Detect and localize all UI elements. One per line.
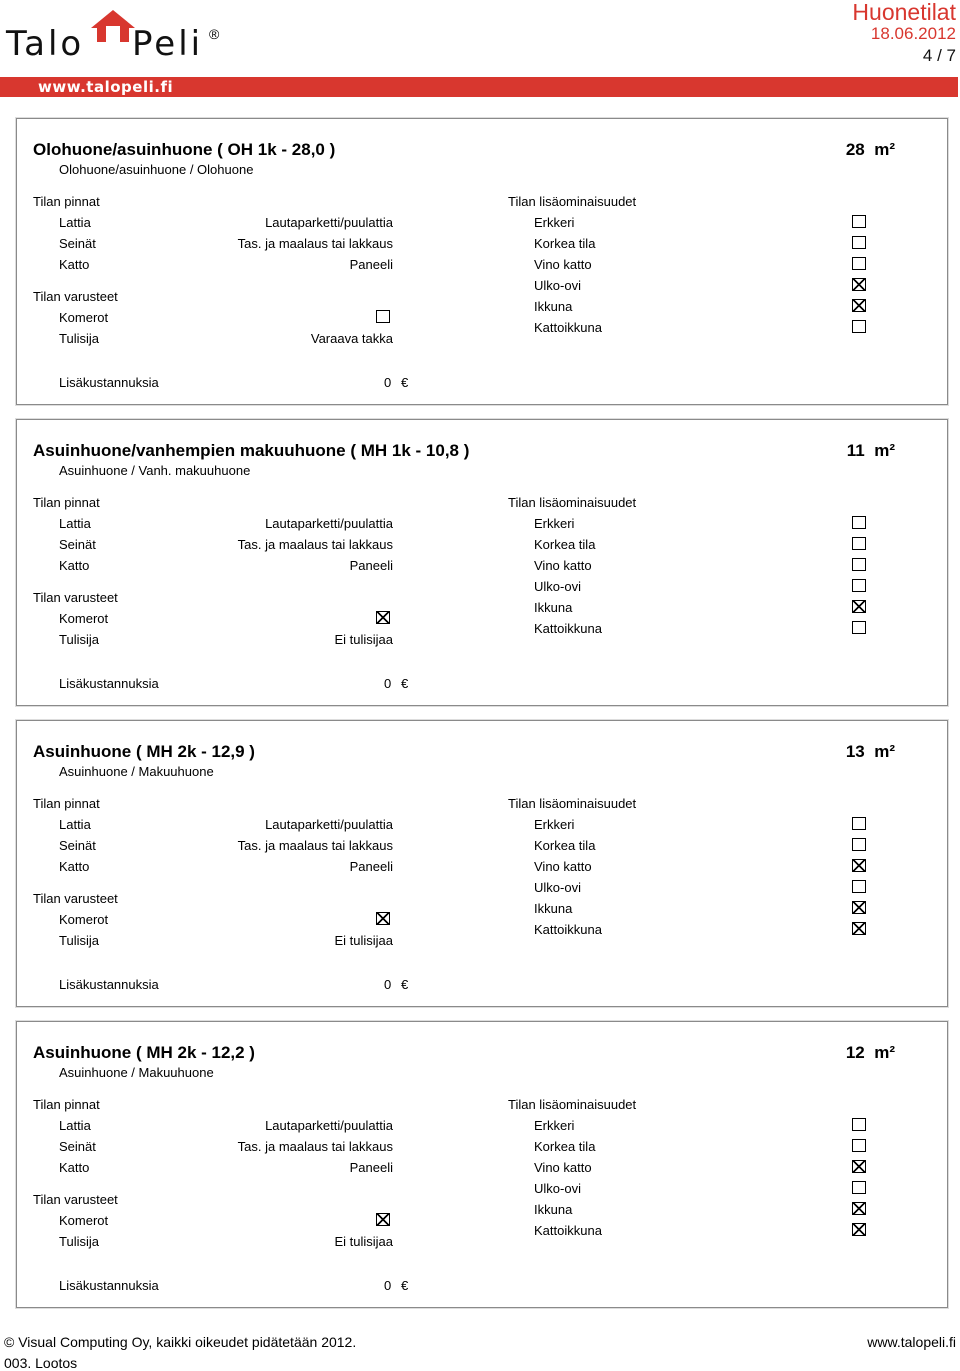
walls-value: Tas. ja maalaus tai lakkaus bbox=[237, 1139, 393, 1154]
outer-door-label: Ulko-ovi bbox=[534, 579, 581, 594]
window-checkbox[interactable] bbox=[852, 299, 866, 312]
window-label: Ikkuna bbox=[534, 299, 573, 314]
footer-code: 003. Lootos bbox=[4, 1355, 78, 1371]
high-space-label: Korkea tila bbox=[534, 838, 596, 853]
outer-door-checkbox[interactable] bbox=[852, 880, 866, 893]
ceiling-value: Paneeli bbox=[349, 257, 393, 272]
fireplace-value: Ei tulisijaa bbox=[334, 933, 393, 948]
fireplace-value: Ei tulisijaa bbox=[334, 1234, 393, 1249]
logo-text-left: Talo bbox=[6, 24, 85, 64]
window-label: Ikkuna bbox=[534, 600, 573, 615]
floor-value: Lautaparketti/puulattia bbox=[265, 1118, 393, 1133]
bay-label: Erkkeri bbox=[534, 516, 575, 531]
fireplace-label: Tulisija bbox=[59, 632, 99, 647]
footer-copyright: © Visual Computing Oy, kaikki oikeudet pidätetään 2012. bbox=[4, 1334, 357, 1350]
room-subtitle: Asuinhuone / Vanh. makuuhuone bbox=[59, 463, 251, 478]
page-number: 4 / 7 bbox=[922, 46, 956, 65]
fireplace-value: Varaava takka bbox=[310, 331, 393, 346]
walls-value: Tas. ja maalaus tai lakkaus bbox=[237, 236, 393, 251]
floor-label: Lattia bbox=[59, 817, 91, 832]
equipment-heading: Tilan varusteet bbox=[33, 891, 118, 906]
roof-window-label: Kattoikkuna bbox=[534, 1223, 602, 1238]
logo-text-right: Peli bbox=[132, 24, 204, 64]
sloped-ceiling-label: Vino katto bbox=[534, 257, 592, 272]
high-space-label: Korkea tila bbox=[534, 537, 596, 552]
features-heading: Tilan lisäominaisuudet bbox=[508, 1097, 637, 1112]
room-title: Olohuone/asuinhuone ( OH 1k - 28,0 ) bbox=[33, 140, 336, 159]
floor-label: Lattia bbox=[59, 1118, 91, 1133]
url-banner bbox=[0, 77, 958, 97]
window-checkbox[interactable] bbox=[852, 600, 866, 613]
currency-symbol: € bbox=[401, 977, 409, 992]
floor-label: Lattia bbox=[59, 215, 91, 230]
bay-checkbox[interactable] bbox=[852, 516, 866, 529]
bay-checkbox[interactable] bbox=[852, 817, 866, 830]
sloped-ceiling-checkbox[interactable] bbox=[852, 1160, 866, 1173]
high-space-checkbox[interactable] bbox=[852, 1139, 866, 1152]
extra-costs-label: Lisäkustannuksia bbox=[59, 676, 159, 691]
closets-checkbox[interactable] bbox=[376, 912, 390, 925]
extra-costs-label: Lisäkustannuksia bbox=[59, 1278, 159, 1293]
room-subtitle: Asuinhuone / Makuuhuone bbox=[59, 764, 214, 779]
room-area: 11 m² bbox=[846, 441, 895, 460]
extra-costs-value: 0 bbox=[384, 977, 392, 992]
room-subtitle: Asuinhuone / Makuuhuone bbox=[59, 1065, 214, 1080]
closets-checkbox[interactable] bbox=[376, 611, 390, 624]
closets-label: Komerot bbox=[59, 310, 109, 325]
sloped-ceiling-label: Vino katto bbox=[534, 558, 592, 573]
footer-url[interactable]: www.talopeli.fi bbox=[867, 1334, 956, 1350]
room-area: 13 m² bbox=[845, 742, 895, 761]
roof-window-checkbox[interactable] bbox=[852, 922, 866, 935]
room-subtitle: Olohuone/asuinhuone / Olohuone bbox=[59, 162, 254, 177]
page-header bbox=[0, 0, 960, 100]
walls-value: Tas. ja maalaus tai lakkaus bbox=[237, 537, 393, 552]
outer-door-label: Ulko-ovi bbox=[534, 1181, 581, 1196]
window-label: Ikkuna bbox=[534, 901, 573, 916]
currency-symbol: € bbox=[401, 676, 409, 691]
outer-door-checkbox[interactable] bbox=[852, 579, 866, 592]
sloped-ceiling-checkbox[interactable] bbox=[852, 859, 866, 872]
sloped-ceiling-label: Vino katto bbox=[534, 859, 592, 874]
high-space-label: Korkea tila bbox=[534, 1139, 596, 1154]
sloped-ceiling-label: Vino katto bbox=[534, 1160, 592, 1175]
ceiling-label: Katto bbox=[59, 1160, 90, 1175]
walls-label: Seinät bbox=[59, 236, 96, 251]
ceiling-value: Paneeli bbox=[349, 859, 393, 874]
bay-label: Erkkeri bbox=[534, 215, 575, 230]
extra-costs-value: 0 bbox=[384, 1278, 392, 1293]
room-title: Asuinhuone/vanhempien makuuhuone ( MH 1k - 10,8 ) bbox=[33, 441, 470, 460]
fireplace-label: Tulisija bbox=[59, 1234, 99, 1249]
floor-value: Lautaparketti/puulattia bbox=[265, 516, 393, 531]
room-title: Asuinhuone ( MH 2k - 12,9 ) bbox=[33, 742, 255, 761]
currency-symbol: € bbox=[401, 1278, 409, 1293]
sloped-ceiling-checkbox[interactable] bbox=[852, 257, 866, 270]
closets-label: Komerot bbox=[59, 1213, 109, 1228]
high-space-label: Korkea tila bbox=[534, 236, 596, 251]
ceiling-label: Katto bbox=[59, 859, 90, 874]
walls-label: Seinät bbox=[59, 838, 96, 853]
outer-door-checkbox[interactable] bbox=[852, 278, 866, 291]
surfaces-heading: Tilan pinnat bbox=[33, 1097, 100, 1112]
closets-label: Komerot bbox=[59, 611, 109, 626]
walls-value: Tas. ja maalaus tai lakkaus bbox=[237, 838, 393, 853]
high-space-checkbox[interactable] bbox=[852, 537, 866, 550]
room-title: Asuinhuone ( MH 2k - 12,2 ) bbox=[33, 1043, 255, 1062]
room-area: 12 m² bbox=[845, 1043, 895, 1062]
roof-window-label: Kattoikkuna bbox=[534, 922, 602, 937]
fireplace-label: Tulisija bbox=[59, 933, 99, 948]
ceiling-value: Paneeli bbox=[349, 558, 393, 573]
document-title: Huonetilat bbox=[852, 0, 956, 25]
features-heading: Tilan lisäominaisuudet bbox=[508, 194, 637, 209]
high-space-checkbox[interactable] bbox=[852, 838, 866, 851]
fireplace-label: Tulisija bbox=[59, 331, 99, 346]
high-space-checkbox[interactable] bbox=[852, 236, 866, 249]
extra-costs-label: Lisäkustannuksia bbox=[59, 977, 159, 992]
equipment-heading: Tilan varusteet bbox=[33, 590, 118, 605]
bay-label: Erkkeri bbox=[534, 817, 575, 832]
room-card bbox=[16, 118, 948, 405]
house-logo-icon bbox=[88, 8, 138, 44]
bay-label: Erkkeri bbox=[534, 1118, 575, 1133]
equipment-heading: Tilan varusteet bbox=[33, 289, 118, 304]
extra-costs-label: Lisäkustannuksia bbox=[59, 375, 159, 390]
surfaces-heading: Tilan pinnat bbox=[33, 796, 100, 811]
floor-label: Lattia bbox=[59, 516, 91, 531]
window-label: Ikkuna bbox=[534, 1202, 573, 1217]
banner-url[interactable]: www.talopeli.fi bbox=[38, 78, 174, 96]
outer-door-checkbox[interactable] bbox=[852, 1181, 866, 1194]
roof-window-checkbox[interactable] bbox=[852, 320, 866, 333]
fireplace-value: Ei tulisijaa bbox=[334, 632, 393, 647]
roof-window-checkbox[interactable] bbox=[852, 1223, 866, 1236]
closets-checkbox[interactable] bbox=[376, 1213, 390, 1226]
window-checkbox[interactable] bbox=[852, 1202, 866, 1215]
room-area: 28 m² bbox=[845, 140, 895, 159]
sloped-ceiling-checkbox[interactable] bbox=[852, 558, 866, 571]
outer-door-label: Ulko-ovi bbox=[534, 880, 581, 895]
room-card bbox=[16, 419, 948, 706]
room-card bbox=[16, 720, 948, 1007]
surfaces-heading: Tilan pinnat bbox=[33, 194, 100, 209]
floor-value: Lautaparketti/puulattia bbox=[265, 817, 393, 832]
currency-symbol: € bbox=[401, 375, 409, 390]
roof-window-label: Kattoikkuna bbox=[534, 621, 602, 636]
document-date: 18.06.2012 bbox=[870, 24, 956, 43]
window-checkbox[interactable] bbox=[852, 901, 866, 914]
outer-door-label: Ulko-ovi bbox=[534, 278, 581, 293]
ceiling-value: Paneeli bbox=[349, 1160, 393, 1175]
walls-label: Seinät bbox=[59, 537, 96, 552]
ceiling-label: Katto bbox=[59, 558, 90, 573]
bay-checkbox[interactable] bbox=[852, 215, 866, 228]
equipment-heading: Tilan varusteet bbox=[33, 1192, 118, 1207]
surfaces-heading: Tilan pinnat bbox=[33, 495, 100, 510]
roof-window-checkbox[interactable] bbox=[852, 621, 866, 634]
room-card bbox=[16, 1021, 948, 1308]
floor-value: Lautaparketti/puulattia bbox=[265, 215, 393, 230]
bay-checkbox[interactable] bbox=[852, 1118, 866, 1131]
registered-mark: ® bbox=[209, 26, 220, 42]
features-heading: Tilan lisäominaisuudet bbox=[508, 495, 637, 510]
extra-costs-value: 0 bbox=[384, 676, 392, 691]
roof-window-label: Kattoikkuna bbox=[534, 320, 602, 335]
closets-label: Komerot bbox=[59, 912, 109, 927]
features-heading: Tilan lisäominaisuudet bbox=[508, 796, 637, 811]
walls-label: Seinät bbox=[59, 1139, 96, 1154]
extra-costs-value: 0 bbox=[384, 375, 392, 390]
ceiling-label: Katto bbox=[59, 257, 90, 272]
closets-checkbox[interactable] bbox=[376, 310, 390, 323]
